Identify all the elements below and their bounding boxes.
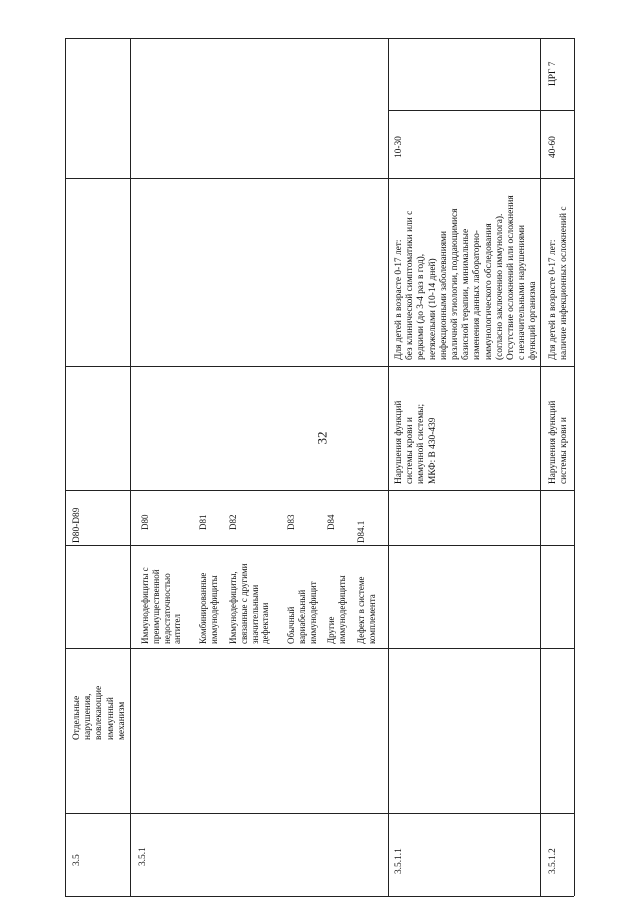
impairment-line: Нарушения функций: [394, 400, 404, 484]
disease-code: D81: [198, 514, 208, 530]
table-border-top: [65, 38, 574, 39]
disease-name-line: Другие: [326, 616, 336, 644]
group-title: [72, 686, 128, 740]
disease-name: [326, 575, 348, 644]
page-number: 32: [314, 431, 330, 445]
disease-name-line: иммунодефицит: [307, 581, 318, 644]
disease-name-line: преимущественной: [150, 569, 161, 644]
row-id-3-5: 3.5: [72, 854, 82, 866]
criteria-line: наличие инфекционных осложнений с: [559, 206, 570, 360]
row-divider: [65, 545, 574, 546]
criteria-description: [394, 195, 540, 360]
criteria-line: функций организма: [528, 281, 539, 360]
impairment-line: Нарушения функций: [548, 400, 558, 484]
impairment-description: [548, 401, 570, 484]
criteria-line: Для детей в возрасте 0-17 лет:: [394, 239, 404, 360]
row-divider: [388, 110, 574, 111]
column-divider: [388, 38, 389, 896]
criteria-line: Отсутствие осложнений или осложнения: [506, 195, 517, 360]
criteria-line: (согласно заключению иммунолога).: [494, 213, 505, 360]
disease-name-line: Иммунодефициты,: [228, 571, 238, 644]
criteria-line: Для детей в возрасте 0-17 лет:: [548, 239, 558, 360]
impairment-line: МКФ: В 430-439: [427, 417, 438, 484]
disease-name-line: комплемента: [366, 594, 377, 644]
criteria-line: инфекционными заболеваниями: [438, 231, 449, 360]
column-divider: [540, 38, 541, 896]
disease-name-line: недостаточностью: [161, 573, 172, 644]
criteria-line: редкими (до 3-4 раз в год),: [416, 253, 427, 360]
disease-name-line: связанные с другими: [238, 563, 249, 644]
disease-name-line: Комбинированные: [198, 572, 208, 644]
row-divider: [65, 813, 574, 814]
row-divider: [65, 648, 574, 649]
percent-range: 10-30: [394, 136, 404, 158]
disease-name-line: вариабельный: [296, 589, 307, 644]
row-divider: [65, 490, 574, 491]
criteria-line: нетяжелыми (10-14 дней): [427, 258, 438, 360]
criteria-line: иммунологического обследования: [483, 223, 494, 360]
disease-name: [286, 581, 318, 644]
note-label: ЦРГ 7: [548, 61, 558, 86]
group-code: D80-D89: [72, 507, 82, 543]
impairment-line: системы крови и: [559, 417, 570, 484]
criteria-line: различной этиологии, поддающимися: [450, 208, 461, 360]
table-border-left: [65, 38, 66, 896]
group-title-line: нарушения,: [83, 693, 94, 740]
group-title-line: иммунный: [105, 697, 116, 740]
disease-name-line: антител: [172, 614, 183, 644]
criteria-line: изменения данных лабораторно-: [472, 230, 483, 360]
disease-code: D80: [140, 514, 150, 530]
disease-code: D83: [286, 514, 296, 530]
group-title-line: механизм: [116, 701, 127, 740]
disease-name-line: иммунодефициты: [208, 575, 219, 644]
disease-code: D84.1: [356, 520, 366, 543]
row-id-3-5-1-1: 3.5.1.1: [394, 848, 404, 874]
disease-code: D84: [326, 514, 336, 530]
disease-name: [198, 573, 220, 644]
disease-name: [228, 564, 271, 644]
disease-name: [356, 576, 378, 644]
disease-name: [140, 567, 183, 644]
disease-name-line: Дефект в системе: [356, 576, 366, 644]
disease-name-line: дефектами: [260, 602, 271, 644]
disease-name-line: значительными: [249, 584, 260, 644]
disease-name-line: иммунодефициты: [336, 575, 347, 644]
group-title-line: вовлекающие: [94, 685, 105, 740]
impairment-description: [394, 401, 439, 484]
row-id-3-5-1-2: 3.5.1.2: [548, 848, 558, 874]
group-title-line: Отдельные: [72, 695, 82, 740]
disease-name-line: Обычный: [286, 606, 296, 644]
disease-name-line: Иммунодефициты с: [140, 567, 150, 644]
impairment-line: иммунной системы;: [416, 403, 427, 484]
table-border-right: [574, 38, 575, 896]
impairment-line: системы крови и: [405, 417, 416, 484]
disease-code: D82: [228, 514, 238, 530]
row-id-3-5-1: 3.5.1: [138, 847, 148, 866]
column-divider: [130, 38, 131, 896]
percent-range: 40-60: [548, 136, 558, 158]
criteria-description: [548, 206, 570, 360]
criteria-line: без клинической симптоматики или с: [405, 210, 416, 360]
criteria-line: базисной терапии, минимальные: [461, 228, 472, 360]
criteria-line: с незначительными нарушениями: [517, 225, 528, 360]
row-divider: [65, 366, 574, 367]
table-border-bottom: [65, 896, 574, 897]
row-divider: [65, 178, 574, 179]
